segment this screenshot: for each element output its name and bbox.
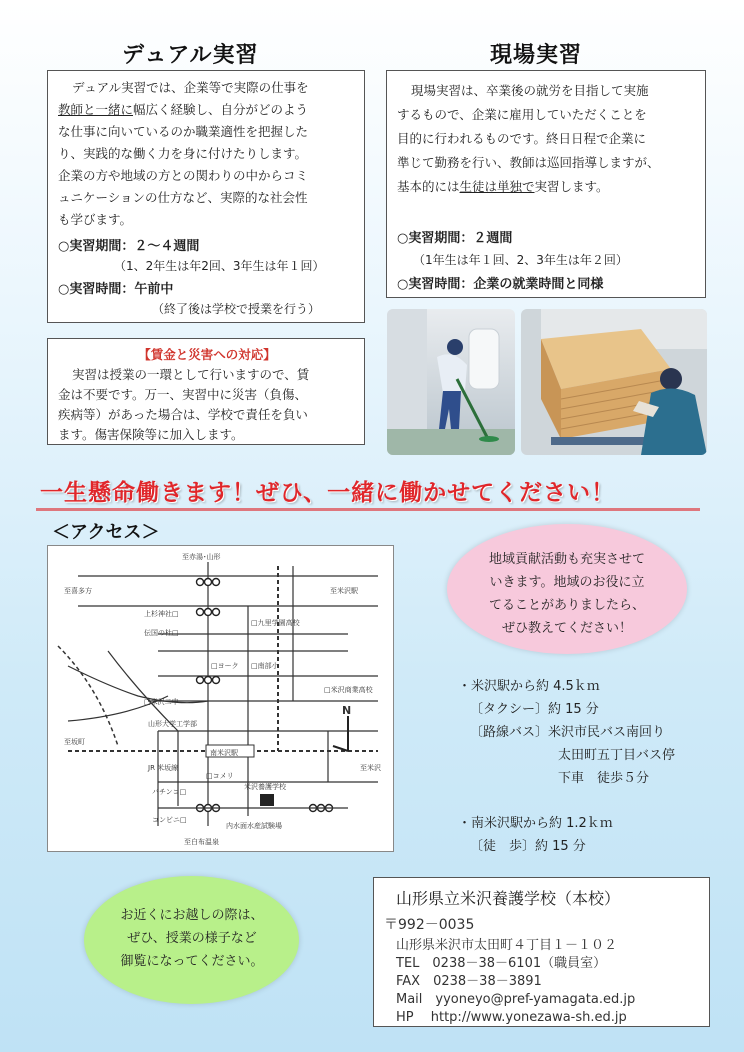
fax: FAX 0238－38－3891 — [396, 974, 542, 989]
dual-line-6: ュニケーションの仕方など、実際的な社会性 — [58, 190, 308, 205]
route-line-1: ・米沢駅から約 4.5ｋｍ — [458, 679, 600, 694]
wage-box — [47, 338, 365, 445]
field-line-5-post: 実習します。 — [534, 179, 609, 194]
wage-line-1: 実習は授業の一環として行いますので、賃 — [72, 367, 310, 382]
map-label-yonezawa-station: 至米沢駅 — [330, 587, 358, 595]
field-line-5-pre: 基本的には — [397, 179, 460, 194]
green-line-1: お近くにお越しの際は、 — [120, 908, 264, 923]
dual-underline: 教師と一緒に — [58, 102, 134, 117]
dual-box — [47, 70, 365, 323]
map-label-pachinko: パチンコ□ — [152, 788, 187, 796]
map-label-kitakata: 至喜多方 — [64, 587, 92, 595]
dual-text — [58, 77, 360, 231]
route-line-5: 下車 徒歩５分 — [558, 771, 650, 786]
map-label-komeri: □コメリ — [206, 772, 234, 780]
wage-line-4: ます。傷害保険等に加入します。 — [58, 427, 244, 442]
field-line-3: 目的に行われるものです。終日日程で企業に — [397, 131, 647, 146]
map-label-yorku: □ヨーク — [211, 662, 239, 670]
field-period: ○実習期間：２週間 — [397, 231, 513, 246]
dual-time-note: （終了後は学校で授業を行う） — [152, 302, 321, 316]
dual-line-2 — [58, 99, 360, 121]
map-label-denkoku: 伝国の杜□ — [144, 629, 179, 637]
mail-link[interactable]: Mail yyoneyo@pref-yamagata.ed.jp — [396, 992, 636, 1007]
slogan-underline — [36, 508, 700, 511]
access-map — [47, 545, 394, 852]
pink-line-1: 地域貢献活動も充実させて — [488, 552, 645, 567]
field-line-4: 準じて勤務を行い、教師は巡回指導しますが、 — [397, 155, 660, 170]
pink-line-4: ぜひ教えてください！ — [501, 621, 632, 636]
map-label-kudo: □九里学園高校 — [251, 619, 300, 627]
address: 山形県米沢市太田町４丁目１－１０２ — [396, 938, 618, 953]
field-box — [386, 70, 706, 298]
green-line-3: 御覧になってください。 — [120, 954, 264, 969]
route-line-3: 〔路線バス〕米沢市民バス南回り — [470, 725, 666, 740]
dual-line-2-rest: 幅広く経験し、自分がどのよう — [133, 102, 309, 117]
map-label-uesugi: 上杉神社□ — [144, 610, 179, 618]
dual-period: ○実習期間：２～４週間 — [58, 239, 200, 254]
field-period-note: （1年生は年１回、2、3年生は年２回） — [413, 253, 628, 267]
field-underline: 生徒は単独で — [459, 179, 535, 194]
photo-lumber — [521, 309, 707, 455]
tel: TEL 0238－38－6101（職員室） — [396, 956, 607, 971]
route-line-4: 太田町五丁目バス停 — [558, 748, 676, 763]
wage-text — [58, 365, 309, 445]
green-line-2: ぜひ、授業の様子など — [127, 931, 257, 946]
pink-line-3: てることがありましたら、 — [488, 598, 645, 613]
dual-line-5: 企業の方や地域の方との関わりの中からコミ — [58, 168, 309, 183]
dual-line-7: も学びます。 — [58, 212, 133, 227]
map-label-minami-station: 南米沢駅 — [210, 749, 238, 757]
field-text — [397, 79, 660, 199]
wage-line-2: 金は不要です。万一、実習中に災害（負傷、 — [58, 387, 308, 402]
field-line-1: 現場実習は、卒業後の就労を目指して実施 — [411, 83, 649, 98]
map-label-shirabu: 至白布温泉 — [184, 838, 219, 846]
access-title: ＜アクセス＞ — [52, 522, 160, 543]
wage-line-3: 疾病等）があった場合は、学校で責任を負い — [58, 407, 308, 422]
route-line-7: 〔徒 歩〕約 15 分 — [470, 839, 586, 854]
map-label-suisan: 内水面水産試験場 — [226, 822, 282, 830]
postal-code: 〒992－0035 — [384, 917, 475, 933]
map-label-jr: JR 米坂線 — [148, 764, 179, 772]
field-line-5 — [397, 175, 660, 199]
map-label-niichu: □米沢二中 — [144, 698, 179, 706]
school-info-box — [373, 877, 710, 1027]
homepage-link[interactable]: HP http://www.yonezawa-sh.ed.jp — [396, 1010, 627, 1025]
dual-line-1: デュアル実習では、企業等で実際の仕事を — [72, 80, 309, 95]
field-title: 現場実習 — [490, 43, 583, 68]
pink-bubble-text — [462, 548, 672, 640]
map-label-yamadai: 山形大学工学部 — [148, 720, 197, 728]
green-bubble-text — [92, 904, 292, 973]
map-north-label: N — [342, 704, 352, 717]
school-name: 山形県立米沢養護学校（本校） — [396, 889, 621, 908]
map-label-akayu: 至赤湯･山形 — [182, 553, 221, 561]
map-label-nanbusho: □南部小 — [251, 662, 279, 670]
route-line-6: ・南米沢駅から約 1.2ｋｍ — [458, 816, 613, 831]
pink-line-2: いきます。地域のお役に立 — [489, 575, 645, 590]
map-label-shogyo: □米沢商業高校 — [324, 686, 373, 694]
map-label-to-yonezawa: 至米沢 — [360, 764, 381, 772]
field-line-2: するもので、企業に雇用していただくことを — [397, 107, 647, 122]
photo-cleaning — [387, 309, 515, 455]
dual-title: デュアル実習 — [122, 43, 259, 68]
dual-period-note: （1、2年生は年2回、3年生は年１回） — [114, 259, 325, 273]
slogan: 一生懸命働きます！ぜひ、一緒に働かせてください！ — [40, 480, 616, 506]
route-info — [458, 675, 675, 858]
map-label-sakamachi: 至坂町 — [64, 738, 85, 746]
map-label-school: 米沢養護学校 — [244, 783, 286, 791]
dual-time: ○実習時間：午前中 — [58, 282, 174, 297]
route-line-2: 〔タクシー〕約 15 分 — [470, 702, 599, 717]
dual-line-3: な仕事に向いているのか職業適性を把握した — [58, 124, 309, 139]
wage-title: 【賃金と災害への対応】 — [138, 347, 276, 362]
dual-line-4: り、実践的な働く力を身に付けたりします。 — [58, 146, 308, 161]
map-label-conbini: コンビニ□ — [152, 816, 187, 824]
field-time: ○実習時間：企業の就業時間と同様 — [397, 277, 604, 292]
